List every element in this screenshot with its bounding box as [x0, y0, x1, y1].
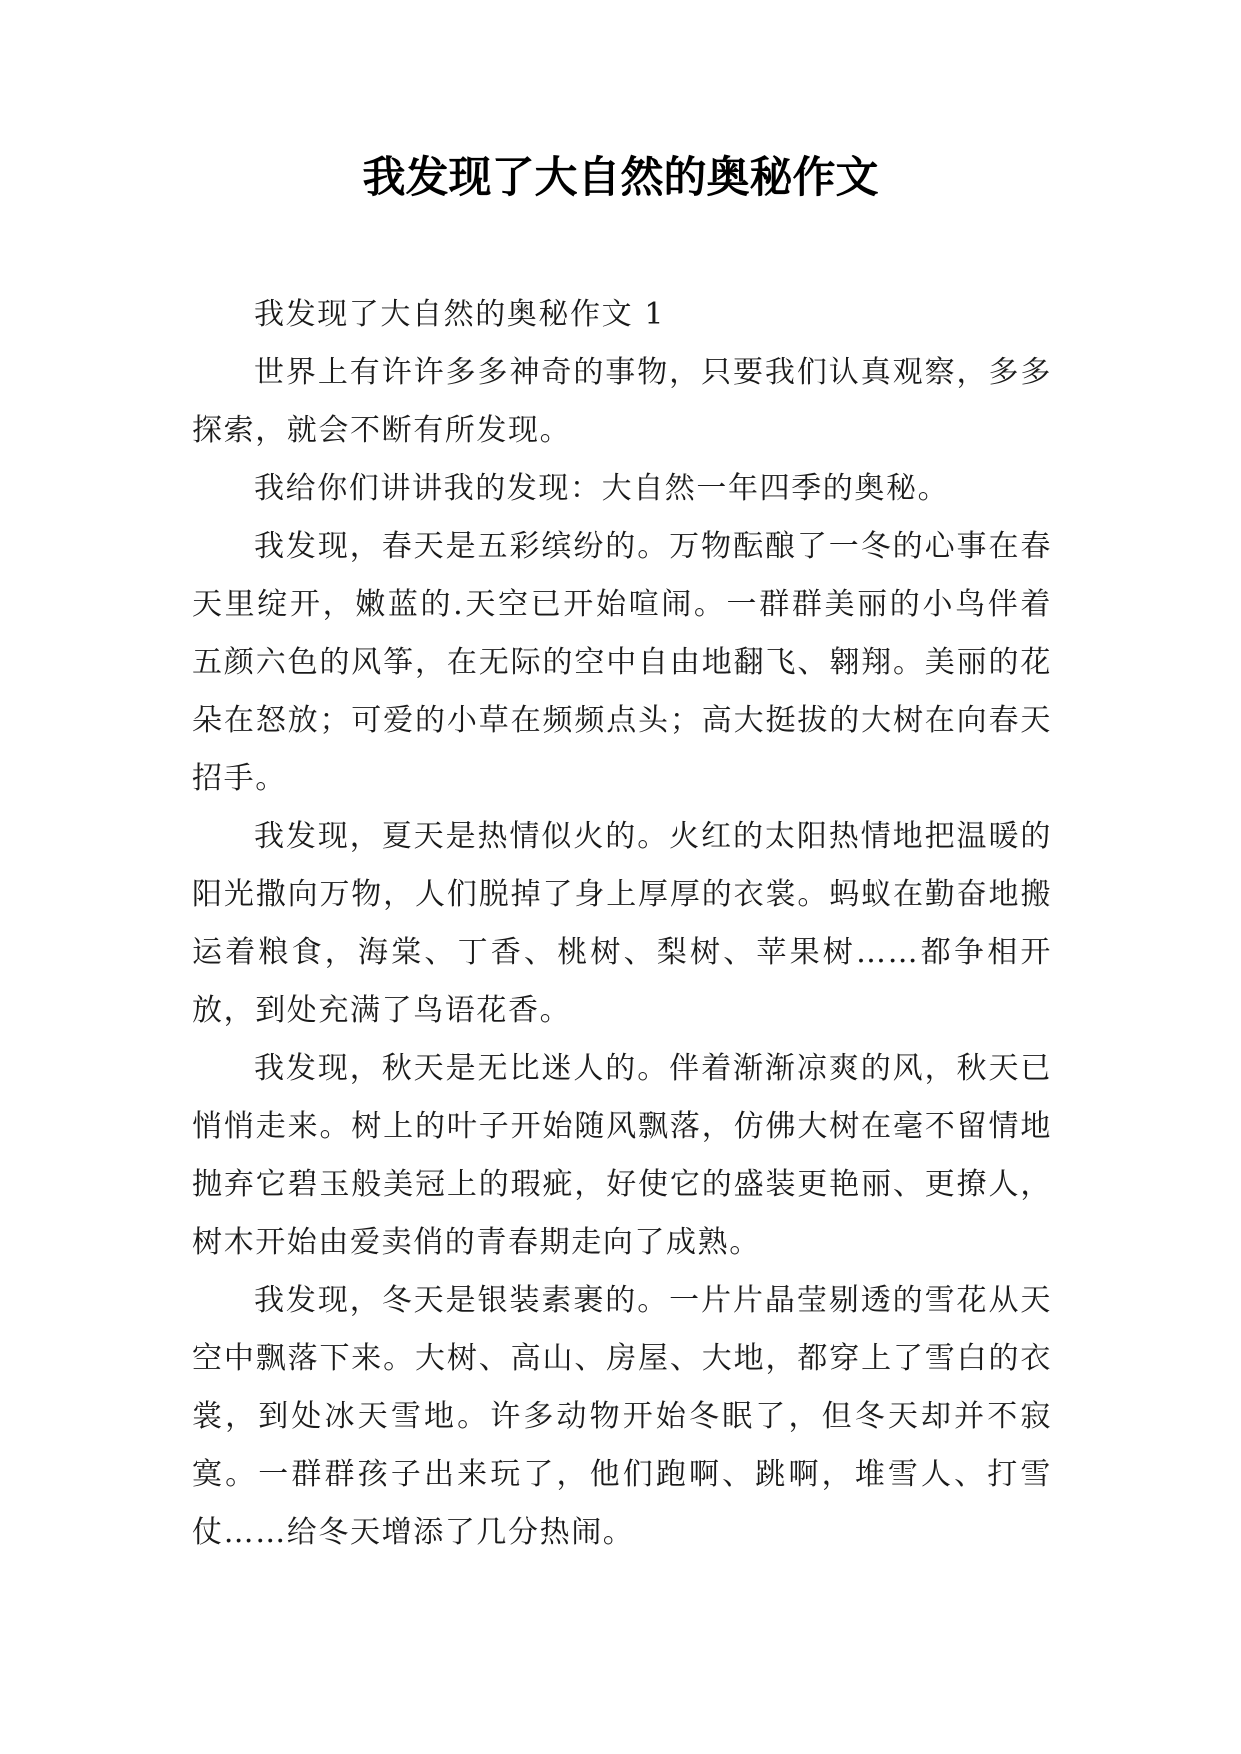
document-body	[192, 286, 1052, 1562]
paragraph: 世界上有许许多多神奇的事物，只要我们认真观察，多多探索，就会不断有所发现。	[192, 355, 1052, 448]
document-title: 我发现了大自然的奥秘作文	[362, 153, 879, 203]
paragraph: 我给你们讲讲我的发现：大自然一年四季的奥秘。	[254, 471, 950, 506]
paragraph-spring: 我发现，春天是五彩缤纷的。万物酝酿了一冬的心事在春天里绽开，嫩蓝的.天空已开始喧闹。一群群美丽的小鸟伴着五颜六色的风筝，在无际的空中自由地翻飞、翱翔。美丽的花朵在怒放；可爱的小草在频频点头；高大挺拔的大树在向春天招手。	[192, 529, 1052, 796]
paragraph-summer: 我发现，夏天是热情似火的。火红的太阳热情地把温暖的阳光撒向万物，人们脱掉了身上厚厚的衣裳。蚂蚁在勤奋地搬运着粮食，海棠、丁香、桃树、梨树、苹果树……都争相开放，到处充满了鸟语花香。	[192, 819, 1052, 1028]
paragraph-heading: 我发现了大自然的奥秘作文 1	[254, 297, 666, 332]
paragraph-autumn: 我发现，秋天是无比迷人的。伴着渐渐凉爽的风，秋天已悄悄走来。树上的叶子开始随风飘落，仿佛大树在毫不留情地抛弃它碧玉般美冠上的瑕疵，好使它的盛装更艳丽、更撩人，树木开始由爱卖俏的青春期走向了成熟。	[192, 1051, 1052, 1260]
paragraph-winter: 我发现，冬天是银装素裹的。一片片晶莹剔透的雪花从天空中飘落下来。大树、高山、房屋、大地，都穿上了雪白的衣裳，到处冰天雪地。许多动物开始冬眠了，但冬天却并不寂寞。一群群孩子出来玩了，他们跑啊、跳啊，堆雪人、打雪仗……给冬天增添了几分热闹。	[192, 1283, 1052, 1550]
